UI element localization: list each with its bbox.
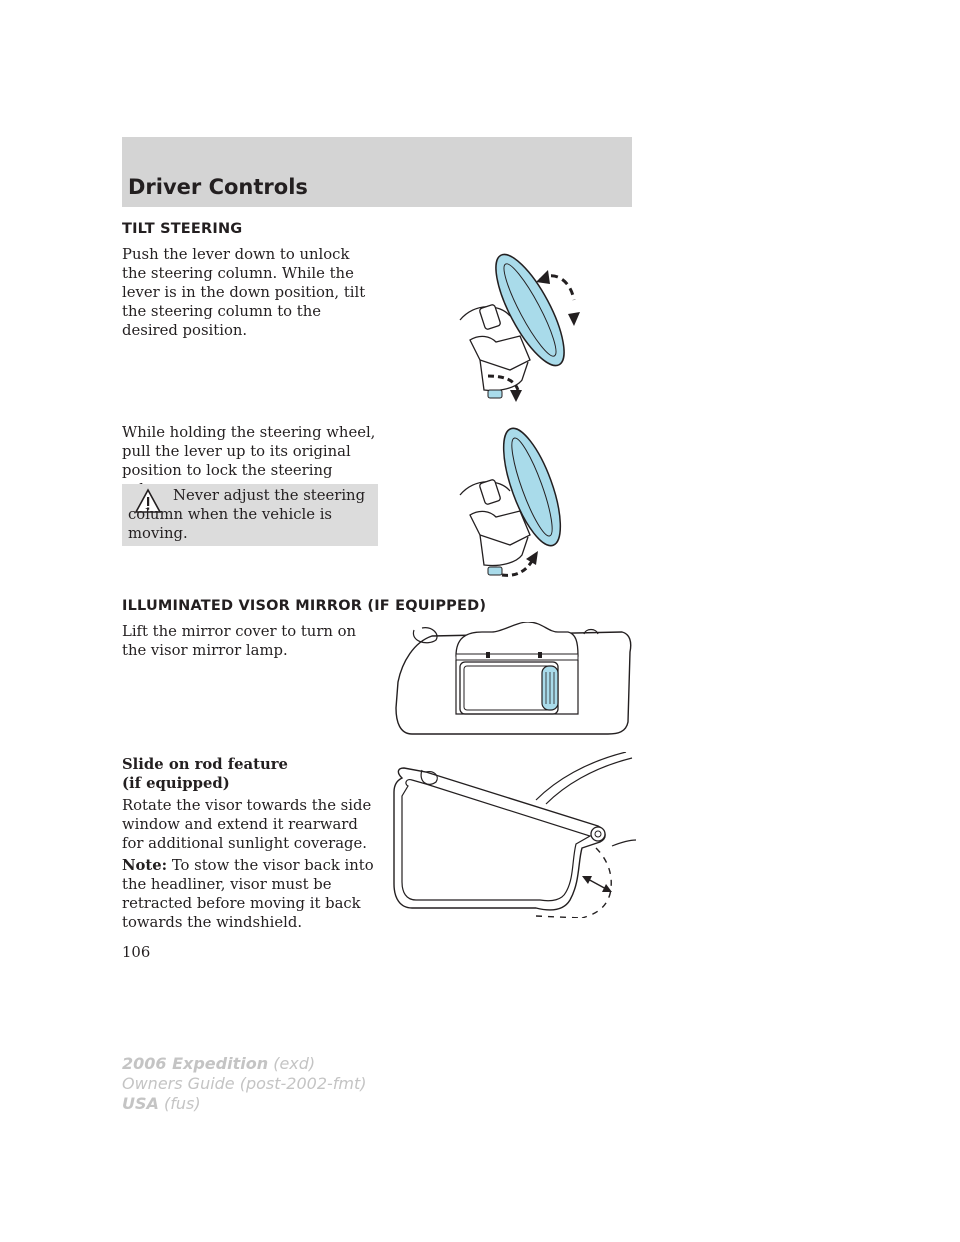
warning-box — [122, 484, 378, 546]
note-label: Note: — [122, 857, 168, 874]
note-paragraph — [122, 856, 377, 932]
warning-text: Never adjust the steering column when the vehicle is moving. — [128, 487, 366, 542]
footer-line-3 — [122, 1094, 367, 1114]
visor-mirror-heading: ILLUMINATED VISOR MIRROR (IF EQUIPPED) — [122, 598, 487, 614]
tilt-steering-unlock-paragraph: Push the lever down to unlock the steering column. While the lever is in the down position, tilt the steering column to the desired position. — [122, 246, 366, 339]
footer-line-2: Owners Guide (post-2002-fmt) — [122, 1074, 367, 1093]
steering-tilt-illustration — [440, 240, 600, 410]
header-band — [122, 137, 632, 207]
footer-line-1 — [122, 1054, 367, 1074]
document-footer — [122, 1054, 367, 1114]
steering-lock-illustration — [440, 423, 600, 588]
slide-on-rod-paragraph: Rotate the visor towards the side window and extend it rearward for additional sunlight coverage. — [122, 797, 372, 852]
tilt-steering-heading: TILT STEERING — [122, 221, 243, 237]
page-section-title: Driver Controls — [128, 175, 308, 199]
slide-on-rod-subheading-line1: Slide on rod feature — [122, 756, 288, 773]
footer-market: USA — [122, 1094, 159, 1113]
slide-on-rod-subheading — [122, 755, 377, 793]
page-number: 106 — [122, 944, 151, 961]
footer-market-code: (fus) — [158, 1094, 201, 1113]
note-text: To stow the visor back into the headliner, visor must be retracted before moving it back towards the windshield. — [122, 857, 374, 931]
visor-mirror-illustration — [392, 622, 634, 738]
visor-mirror-paragraph: Lift the mirror cover to turn on the visor mirror lamp. — [122, 623, 357, 659]
footer-model: 2006 Expedition — [122, 1054, 269, 1073]
tilt-steering-lock-paragraph: While holding the steering wheel, pull the lever up to its original position to lock the steering — [122, 424, 376, 479]
footer-model-code: (exd) — [268, 1054, 316, 1073]
visor-rod-illustration — [386, 752, 636, 918]
slide-on-rod-subheading-line2: (if equipped) — [122, 775, 230, 792]
